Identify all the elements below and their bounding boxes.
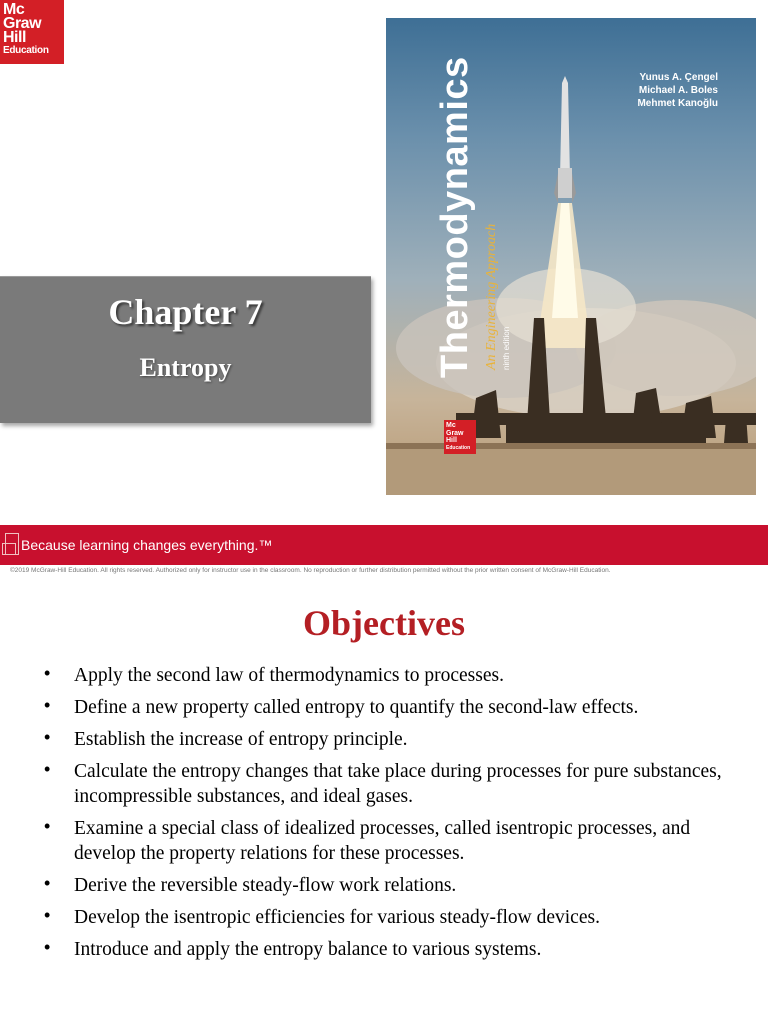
logo-line: Graw [3,15,42,32]
cover-logo-line: Mc [446,422,456,429]
objective-item: • Establish the increase of entropy principle. [44,727,734,752]
objectives-list [44,663,734,969]
objective-item: • Apply the second law of thermodynamics to processes. [44,663,734,688]
cover-subtitle: An Engineering Approach [484,223,499,370]
objective-item: • Develop the isentropic efficiencies for various steady-flow devices. [44,905,734,930]
cover-author: Yunus A. Çengel [639,72,718,83]
logo-line: Hill [3,29,26,46]
objective-item: • Examine a special class of idealized processes, called isentropic processes, and develop the property relations for these processes. [44,816,734,866]
logo-line: Education [3,45,49,56]
logo-line: Mc [3,1,25,18]
cover-edition: ninth edition [502,326,511,370]
copyright-notice: ©2019 McGraw-Hill Education. All rights reserved. Authorized only for instructor use in the classroom. No reproduction or further distribution permitted without the prior written consent of McGraw-Hill Education. [10,567,611,574]
objective-item: • Introduce and apply the entropy balance to various systems. [44,937,734,962]
cover-author: Michael A. Boles [638,85,718,96]
banner-tagline: Because learning changes everything.™ [21,537,273,553]
cover-title: Thermodynamics [434,56,476,378]
objective-item: • Define a new property called entropy to quantify the second-law effects. [44,695,734,720]
objectives-title: Objectives [303,603,465,643]
footer-banner [0,525,768,565]
mcgraw-hill-logo [0,0,64,64]
page-icon [5,533,19,555]
objective-item: • Derive the reversible steady-flow work relations. [44,873,734,898]
objective-item: • Calculate the entropy changes that take place during processes for pure substances, incompressible substances, and ideal gases. [44,759,734,809]
cover-logo-line: Hill [446,437,457,444]
chapter-title-box [0,276,371,423]
book-cover-image [386,18,756,495]
cover-logo-line: Education [446,444,471,451]
chapter-subtitle: Entropy [139,353,232,382]
chapter-title: Chapter 7 [108,292,263,332]
cover-author: Mehmet Kanoğlu [637,98,718,109]
cover-publisher-logo [444,420,476,454]
cover-logo-line: Graw [446,429,464,437]
